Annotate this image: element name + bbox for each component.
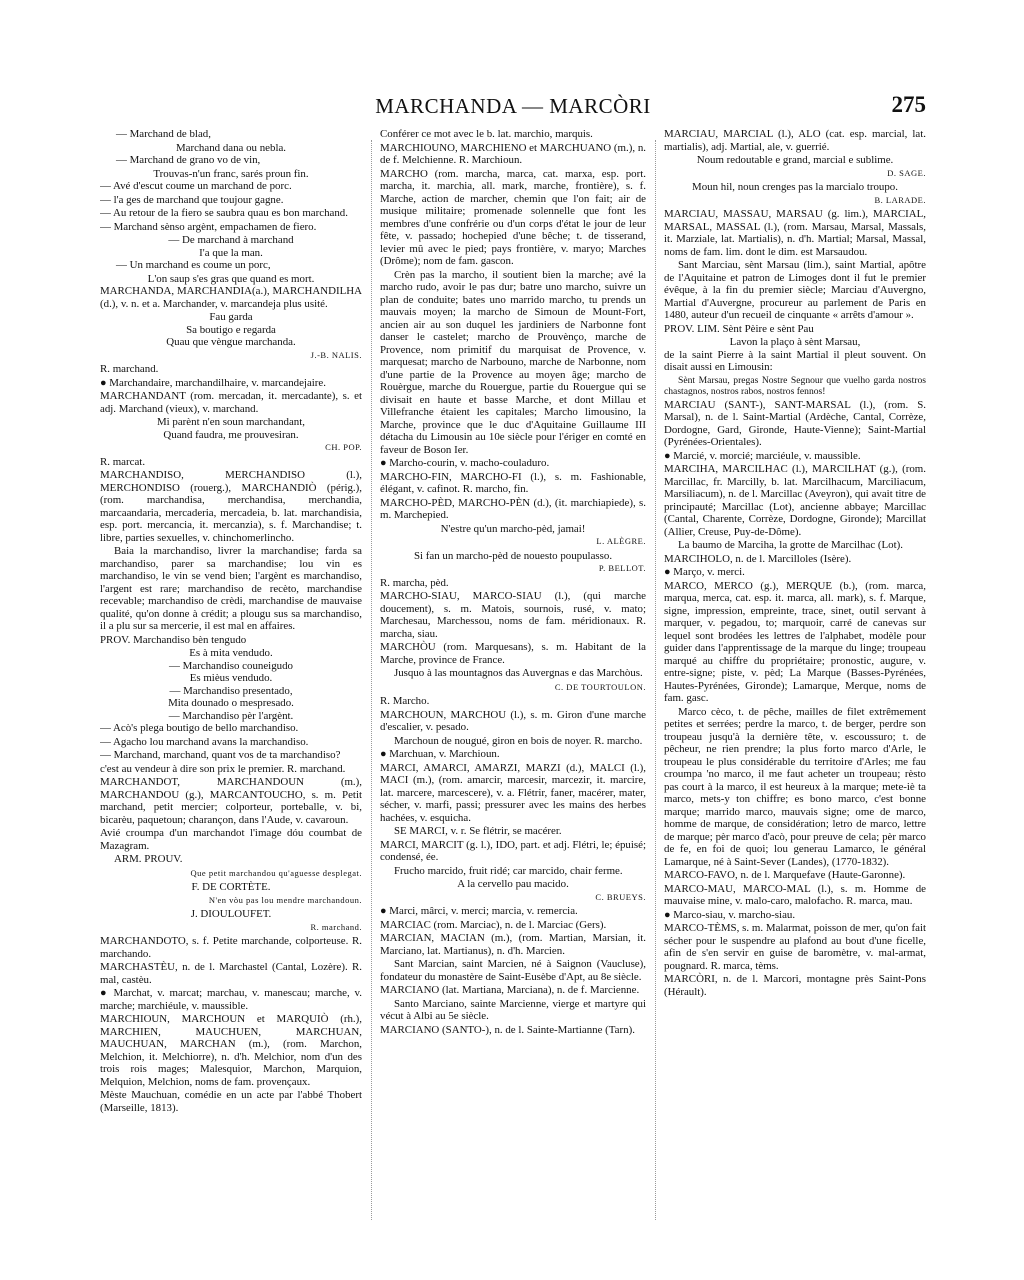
proverb-line: — l'a ges de marchand que toujour gagne. xyxy=(100,193,284,206)
entry-examples: SE MARCI, v. r. Se flétrir, se macérer. xyxy=(394,825,562,837)
proverb-line: — Marchandiso presentado, xyxy=(169,684,293,697)
dictionary-entry: Mèste Mauchuan, comédie en un acte par l'abbé Thobert (Marseille, 1813). xyxy=(100,1089,362,1114)
running-title: MARCHANDA — MARCÒRI xyxy=(375,94,651,118)
quote-author: C. BRUEYS. xyxy=(595,891,646,902)
dictionary-entry: MARCIAU, MASSAU, MARSAU (g. lim.), MARCIAL, MARSAL, MASSAL (l.), (rom. Marsau, Marsal, Massals, it. Marziale, lat. Martialis), n. d'h. Martial; Marsal, Massal, noms de fam. lim. dont le dim. est Marsaudou. xyxy=(664,208,926,258)
cross-reference: ● Marchuan, v. Marchioun. xyxy=(380,748,500,760)
dictionary-entry: MARCHO (rom. marcha, marca, cat. marxa, esp. port. marcha, it. marchia, all. mark, marche, frontière), s. f. Marche, action de marcher, chemin que l'on fait; air de musique militaire; promenade solennelle que font les membres d'une confrérie ou d'un corps d'état le jour de leur fête, v. passado; hochepied d'une bêche; t. de tisserand, levier mû avec le pied; pays frontière, v. maryo; Marches (Drôme); nom de fam. gascon. xyxy=(380,167,646,267)
dictionary-entry: MARCO-TÈMS, s. m. Malarmat, poisson de mer, qu'on fait sécher pour le suspendre au plafond au bout d'une ficelle, afin de s'en servir en guise de baromètre, v. mal-armat, pougnard. R. marca, tèms. xyxy=(664,922,926,972)
quote-line: ARM. PROUV. xyxy=(114,853,183,865)
dictionary-entry: MARCHÒU (rom. Marquesans), s. m. Habitant de la Marche, province de France. xyxy=(380,641,646,666)
proverb-line: Trouvas-n'un franc, sarés proun fin. xyxy=(153,167,309,180)
column-right xyxy=(664,128,926,1236)
dictionary-entry: MARCI, AMARCI, AMARZI, MARZI (d.), MALCI (l.), MACI (m.), (rom. amarcir, marcesir, marcezir, it. marcire, lat. marcere, marcescere), v. a. Flétrir, faner, macérer, mater, sécher, v. marfi, passi; pressurer avec les mains des herbes hachées, v. esquicha. xyxy=(380,761,646,824)
quote-author: CH. POP. xyxy=(325,442,362,452)
dictionary-entry: MARCHANDA, MARCHANDIA(a.), MARCHANDILHA (d.), v. n. et a. Marchander, v. marcandeja plus usité. xyxy=(100,285,362,310)
proverb-line: L'on saup s'es gras que quand es mort. xyxy=(147,272,315,285)
entry-examples: La baumo de Marciha, la grotte de Marcilhac (Lot). xyxy=(678,539,903,552)
dictionary-entry: MARCIHA, MARCILHAC (l.), MARCILHAT (g.), (rom. Marcillac, fr. Marcilly, b. lat. Marcilhacum, Marciliacum, Marsiliacum), n. de l. Marcillac (Aveyron), qui avait titre de principauté; Marcillac (Lot), ancienne abbaye; Marcillac (Cantal, Charente, Corrèze, Dordogne, Gironde); Marcillat (Allier, Creuse, Puy-de-Dôme). xyxy=(664,463,926,538)
dictionary-entry: MARCIAU (SANT-), SANT-MARSAL (l.), (rom. S. Marsal), n. de l. Saint-Martial (Ardèche, Cantal, Corrèze, Dordogne, Gard, Gironde, Haute-Vienne); Saint-Martial (Pyrénées-Orientales). xyxy=(664,398,926,449)
cross-reference: MARCHIOUN, MARCHOUN et MARQUIÒ (rh.), MARCHIEN, MAUCHUEN, MARCHUAN, MAUCHUAN, MARCHAN (m.), (rom. Marchon, Melchion, it. Melchiorre), n. d'h. Melchior, nom d'un des trois rois mages; Malesquior, Marchon, Marquion, Melquion, Melchion, noms de fam. provençaux. xyxy=(100,1013,362,1088)
quote-line: Noum redoutable e grand, marcial e sublime. xyxy=(696,154,894,166)
quote-author: R. marchand. xyxy=(310,921,362,932)
quote-line: F. DE CORTÈTE. xyxy=(191,881,271,893)
proverb-line: — Marchand, marchand, quant vos de ta marchandiso? xyxy=(100,749,341,761)
dictionary-entry: MARCHASTÈU, n. de l. Marchastel (Cantal, Lozère). R. mal, castèu. xyxy=(100,961,362,986)
dictionary-entry: MARCIAC (rom. Marciac), n. de l. Marciac (Gers). xyxy=(380,918,607,931)
proverb-line: — Marchandiso couneigudo xyxy=(168,659,293,672)
cross-reference: ● Marcié, v. morcié; marciéule, v. maussible. xyxy=(664,449,861,462)
dictionary-entry: MARCO-FAVO, n. de l. Marquefave (Haute-Garonne). xyxy=(664,869,906,882)
column-middle xyxy=(380,128,646,1236)
quote-author: P. BELLOT. xyxy=(598,563,646,573)
proverb-explanation: MARCHANDOT, MARCHANDOUN (m.), MARCHANDOU (g.), MARCANTOUCHO, s. m. Petit marchand, petit mercier; colporteur, porteballe, v. bi, bicarèu, paquetoun; charançon, dans l'Aude, v. cavaroun. xyxy=(100,776,362,826)
quote-author: B. LARADE. xyxy=(874,194,926,205)
proverb-line: PROV. LIM. Sènt Pèire e sènt Pau xyxy=(664,322,814,335)
proverb-line: I'a que la man. xyxy=(199,246,263,259)
quote-line: A la cervello pau macido. xyxy=(457,878,569,890)
dictionary-entry: Avié croumpa d'un marchandot l'image dóu coumbat de Mazagram. xyxy=(100,827,362,852)
entry-examples: Marco cèco, t. de pêche, mailles de filet extrêmement petites et serrées; perdre la marco, t. de berger, perdre son troupeau jusqu'à la dernière tête, v. escoussuro; t. de pêcheur, ne rien prendre; la plus forto marco d'Arle, le troupeau le plus considérable du territoire d'Arles; me fau croumpa 'no marco, il me faut acheter un troupeau; rèsto pas court à la marco, il est heureux à la marque; mete-iè ta marco, mets-y ton chiffre; es bono marco, c'est bonne marque; marrido marco, mauvais signe; ome de marco, homme de marque, de considération; letro de marco, lettre de marque; pèr marco d'acò, pour preuve de cela; pèr marco de fe, en foi de quoi; lou generau Lamarco, le général Lamarque, né à Saint-Sever (Landes), (1770-1832). xyxy=(664,705,926,868)
etymology: R. marcha, pèd. xyxy=(380,576,449,589)
quote-author: N'en vòu pas lou mendre marchandoun. xyxy=(208,894,362,905)
quote-line: Mi parènt n'en soun marchandant, xyxy=(156,416,306,428)
quote-author: J.-B. NALIS. xyxy=(310,349,362,360)
dictionary-entry: MARCHO-PÈD, MARCHO-PÈN (d.), (it. marchiapiede), s. m. Marchepied. xyxy=(380,496,646,521)
quote-author: L. ALÈGRE. xyxy=(596,536,646,546)
proverb-line: Marchand dana ou nebla. xyxy=(175,141,287,154)
proverb-line: — Marchand sènso argènt, empachamen de fiero. xyxy=(100,220,317,233)
proverb-line: — De marchand à marchand xyxy=(168,234,294,246)
proverb-line: — Marchandiso pèr l'argènt. xyxy=(168,709,294,722)
proverb-line: — Un marchand es coume un porc, xyxy=(116,259,271,271)
entry-examples: Sant Marciau, sènt Marsau (lim.), saint Martial, apôtre de l'Aquitaine et patron de Limoges dont il fut le premier évêque, à la fin du premier siècle; Marciau d'Auvergno, Martial d'Auvergne, procureur au parlement de Paris en 1480, auteur d'un recueil de cinquante « arrêts d'amour ». xyxy=(664,259,926,321)
dictionary-entry: MARCO, MERCO (g.), MERQUE (b.), (rom. marca, marqua, merca, cat. esp. it. marca, all. mark), s. f. Marque, signe, impression, empreinte, trace, sinet, outil servant à marquer, v. pegadou, to; marquoir, carré de canevas sur lequel sont brodées les lettres de l'alphabet, modèle pour guider dans l'apprentissage de la marque du linge; troupeau marqué au chiffre du propriétaire; pronostic, augure, v. entre-signe; piste, v. pèd; La Marque (Basses-Pyrénées, Hautes-Pyrénées, Gironde); Lamarque, Merque, noms de fam. gasc. xyxy=(664,579,926,705)
dictionary-entry: MARCHIOUNO, MARCHIENO et MARCHUANO (m.), n. de f. Melchienne. R. Marchioun. xyxy=(380,141,646,166)
quote-line: J. DIOULOUFET. xyxy=(190,908,272,920)
dictionary-entry: ● Marchat, v. marcat; marchau, v. manescau; marche, v. marche; marchiéule, v. maussible. xyxy=(100,987,362,1012)
quote-author: Que petit marchandou qu'aguesse desplegat. xyxy=(190,867,362,878)
proverb-explanation: de la saint Pierre à la saint Martial il pleut souvent. On disait aussi en Limousin: xyxy=(664,348,926,373)
dictionary-entry: MARCIHOLO, n. de l. Marcilloles (Isère). xyxy=(664,552,852,565)
dictionary-entry: MARCHO-FIN, MARCHO-FI (l.), s. m. Fashionable, élégant, v. cafinot. R. marcho, fin. xyxy=(380,470,646,495)
entry-examples: Marchoun de nougué, giron en bois de noyer. R. marcho. xyxy=(394,734,643,747)
etymology: Conférer ce mot avec le b. lat. marchio, marquis. xyxy=(380,128,593,140)
column-divider xyxy=(655,140,656,1220)
dictionary-entry: MARCIAU, MARCIAL (l.), ALO (cat. esp. marcial, lat. martialis), adj. Martial, ale, v. guerrié. xyxy=(664,128,926,153)
entry-examples: Baia la marchandiso, livrer la marchandise; farda sa marchandiso, parer sa marchandise; lou vin es marchandiso, le vin se vend bien; l'argènt es marchandiso, l'argent est rare; marchandiso de recèto, marchandise recevable; marchandiso de crèdi, marchandise de mauvaise qualité, qu'on donne à crédit; a plougu sus sa marchandiso, il a plu sur sa mercerie, il est mal en affaires. xyxy=(100,545,362,632)
dictionary-entry: MARCO-MAU, MARCO-MAL (l.), s. m. Homme de mauvaise mine, v. malo-caro, malofacho. R. marca, mau. xyxy=(664,882,926,908)
proverb-line: Mita dounado o mespresado. xyxy=(168,697,294,709)
etymology: MARCHANDOTO, s. f. Petite marchande, colporteuse. R. marchando. xyxy=(100,935,362,960)
entry-examples: Crèn pas la marcho, il soutient bien la marche; avé la marcho rudo, avoir le pas dur; batre uno marcho, suivre un plan de conduite; bates uno marrido marcho, tu prends un mauvais moyen; la marcho de Simoun de Mount-Fort, ancien air au son duquel les jardiniers de Narbonne font danser le castelet; marcho de Prouvènço, marche de Provence, nom primitif du marquisat de Provence, v. marquesat; marcho de Narbouno, marche de Narbonne, nom d'une partie de la Provence au moyen âge; marcho de Rouèrgue, marche du Rouergue, partie du Rouergue qui se divisait en haute et basse Marche, et dont Millau et Villefranche étaient les capitales; Marcho limousino, la Marche, province que le duc d'Aquitaine Guillaume III détacha du Limousin au 10e siècle pour l'ériger en comté en faveur de Boson Ier. xyxy=(380,268,646,456)
cross-reference: ● Marchandaire, marchandilhaire, v. marcandejaire. xyxy=(100,376,326,389)
quote-line: Moun hil, noun crenges pas la marcialo troupo. xyxy=(692,181,898,193)
dictionary-entry: MARCHOUN, MARCHOU (l.), s. m. Giron d'une marche d'escalier, v. pesado. xyxy=(380,708,646,733)
entry-examples: Santo Marciano, sainte Marcienne, vierge et martyre qui vécut à Albi au 5e siècle. xyxy=(380,997,646,1022)
cross-reference: ● Março, v. merci. xyxy=(664,566,745,579)
proverb-line: — Marchand de blad, xyxy=(116,128,211,140)
quote-author: C. DE TOURTOULON. xyxy=(554,681,646,692)
proverb-line: — Marchand de grano vo de vin, xyxy=(116,154,261,166)
quote-line: N'estre qu'un marcho-pèd, jamai! xyxy=(440,522,586,535)
entry-examples: Frucho marcido, fruit ridé; car marcido, chair ferme. xyxy=(394,864,623,877)
dictionary-entry: MARCHANDANT (rom. mercadan, it. mercadante), s. et adj. Marchand (vieux), v. marchand. xyxy=(100,390,362,415)
proverb-line: Es à mita vendudo. xyxy=(189,647,273,659)
proverb-line: PROV. Marchandiso bèn tengudo xyxy=(100,633,247,646)
quote-line: Jusquo à las mountagnos das Auvergnas e das Marchòus. xyxy=(394,667,643,679)
etymology: R. Marcho. xyxy=(380,695,430,707)
proverb-line: — Au retour de la fiero se saubra quau es bon marchand. xyxy=(100,207,348,219)
entry-examples: Sant Marcian, saint Marcien, né à Saignon (Vaucluse), fondateur du monastère de Saint-Eusèbe d'Apt, au 8e siècle. xyxy=(380,958,646,983)
dictionary-entry: MARCIAN, MACIAN (m.), (rom. Martian, Marsian, it. Marciano, lat. Martianus), n. d'h. Marcien. xyxy=(380,932,646,957)
cross-reference: ● Marcho-courin, v. macho-couladuro. xyxy=(380,457,550,469)
quote-line: Fau garda xyxy=(209,311,253,323)
quote-line: Quau que vèngue marchanda. xyxy=(166,336,296,348)
dictionary-entry: MARCÒRI, n. de l. Marcori, montagne près Saint-Pons (Hérault). xyxy=(664,973,926,998)
proverb-line: Es mièus vendudo. xyxy=(189,672,273,684)
column-left xyxy=(100,128,362,1236)
quote-line: Sa boutigo e regarda xyxy=(186,323,276,336)
cross-reference: ● Marci, mârci, v. merci; marcia, v. remercia. xyxy=(380,905,578,917)
cross-reference: ● Marco-siau, v. marcho-siau. xyxy=(664,908,796,921)
etymology: R. marcat. xyxy=(100,455,146,468)
dictionary-entry: MARCHO-SIAU, MARCO-SIAU (l.), (qui marche doucement), s. m. Matois, sournois, rusé, v. mato; Marchesau, Marchessou, noms de fam. méridionaux. R. marcha, siau. xyxy=(380,590,646,640)
quote-author: D. SAGE. xyxy=(887,167,926,178)
proverb-line: Lavon la plaço à sènt Marsau, xyxy=(729,336,861,348)
column-divider xyxy=(371,140,372,1220)
quote-line: Quand faudra, me prouvesiran. xyxy=(163,428,299,441)
proverb-line: — Avé d'escut coume un marchand de porc. xyxy=(100,180,292,192)
proverb-line: — Acò's plega boutigo de bello marchandiso. xyxy=(100,722,299,734)
proverb-line: — Agacho lou marchand avans la marchandiso. xyxy=(100,735,309,748)
etymology: R. marchand. xyxy=(100,363,159,375)
proverb-line: c'est au vendeur à dire son prix le premier. R. marchand. xyxy=(100,762,346,775)
proverb-line: Sènt Marsau, pregas Nostre Segnour que vuelho garda nostros chastagnos, nostros rabos, nostros fennos! xyxy=(664,374,926,398)
dictionary-entry: MARCIANO (lat. Martiana, Marciana), n. de f. Marcienne. xyxy=(380,984,640,996)
dictionary-entry: MARCI, MARCIT (g. l.), IDO, part. et adj. Flétri, le; épuisé; condensé, ée. xyxy=(380,838,646,863)
quote-line: Si fan un marcho-pèd de nouesto poupulasso. xyxy=(413,549,613,562)
page-header xyxy=(100,92,926,122)
dictionary-entry: MARCHANDISO, MERCHANDISO (l.), MERCHONDISO (rouerg.), MARCHANDIÒ (périg.), (rom. marchandisa, merchandisa, merchandia, marcaandaria, mercaderia, mercadeia, b. lat. marchandisia, esp. port. mercancia, it. mercanzia), s. f. Marchandise; t. libre, parties sexuelles, v. chinchomerlincho. xyxy=(100,469,362,544)
page-number: 275 xyxy=(891,92,926,117)
dictionary-entry: MARCIANO (SANTO-), n. de l. Sainte-Martianne (Tarn). xyxy=(380,1023,635,1036)
